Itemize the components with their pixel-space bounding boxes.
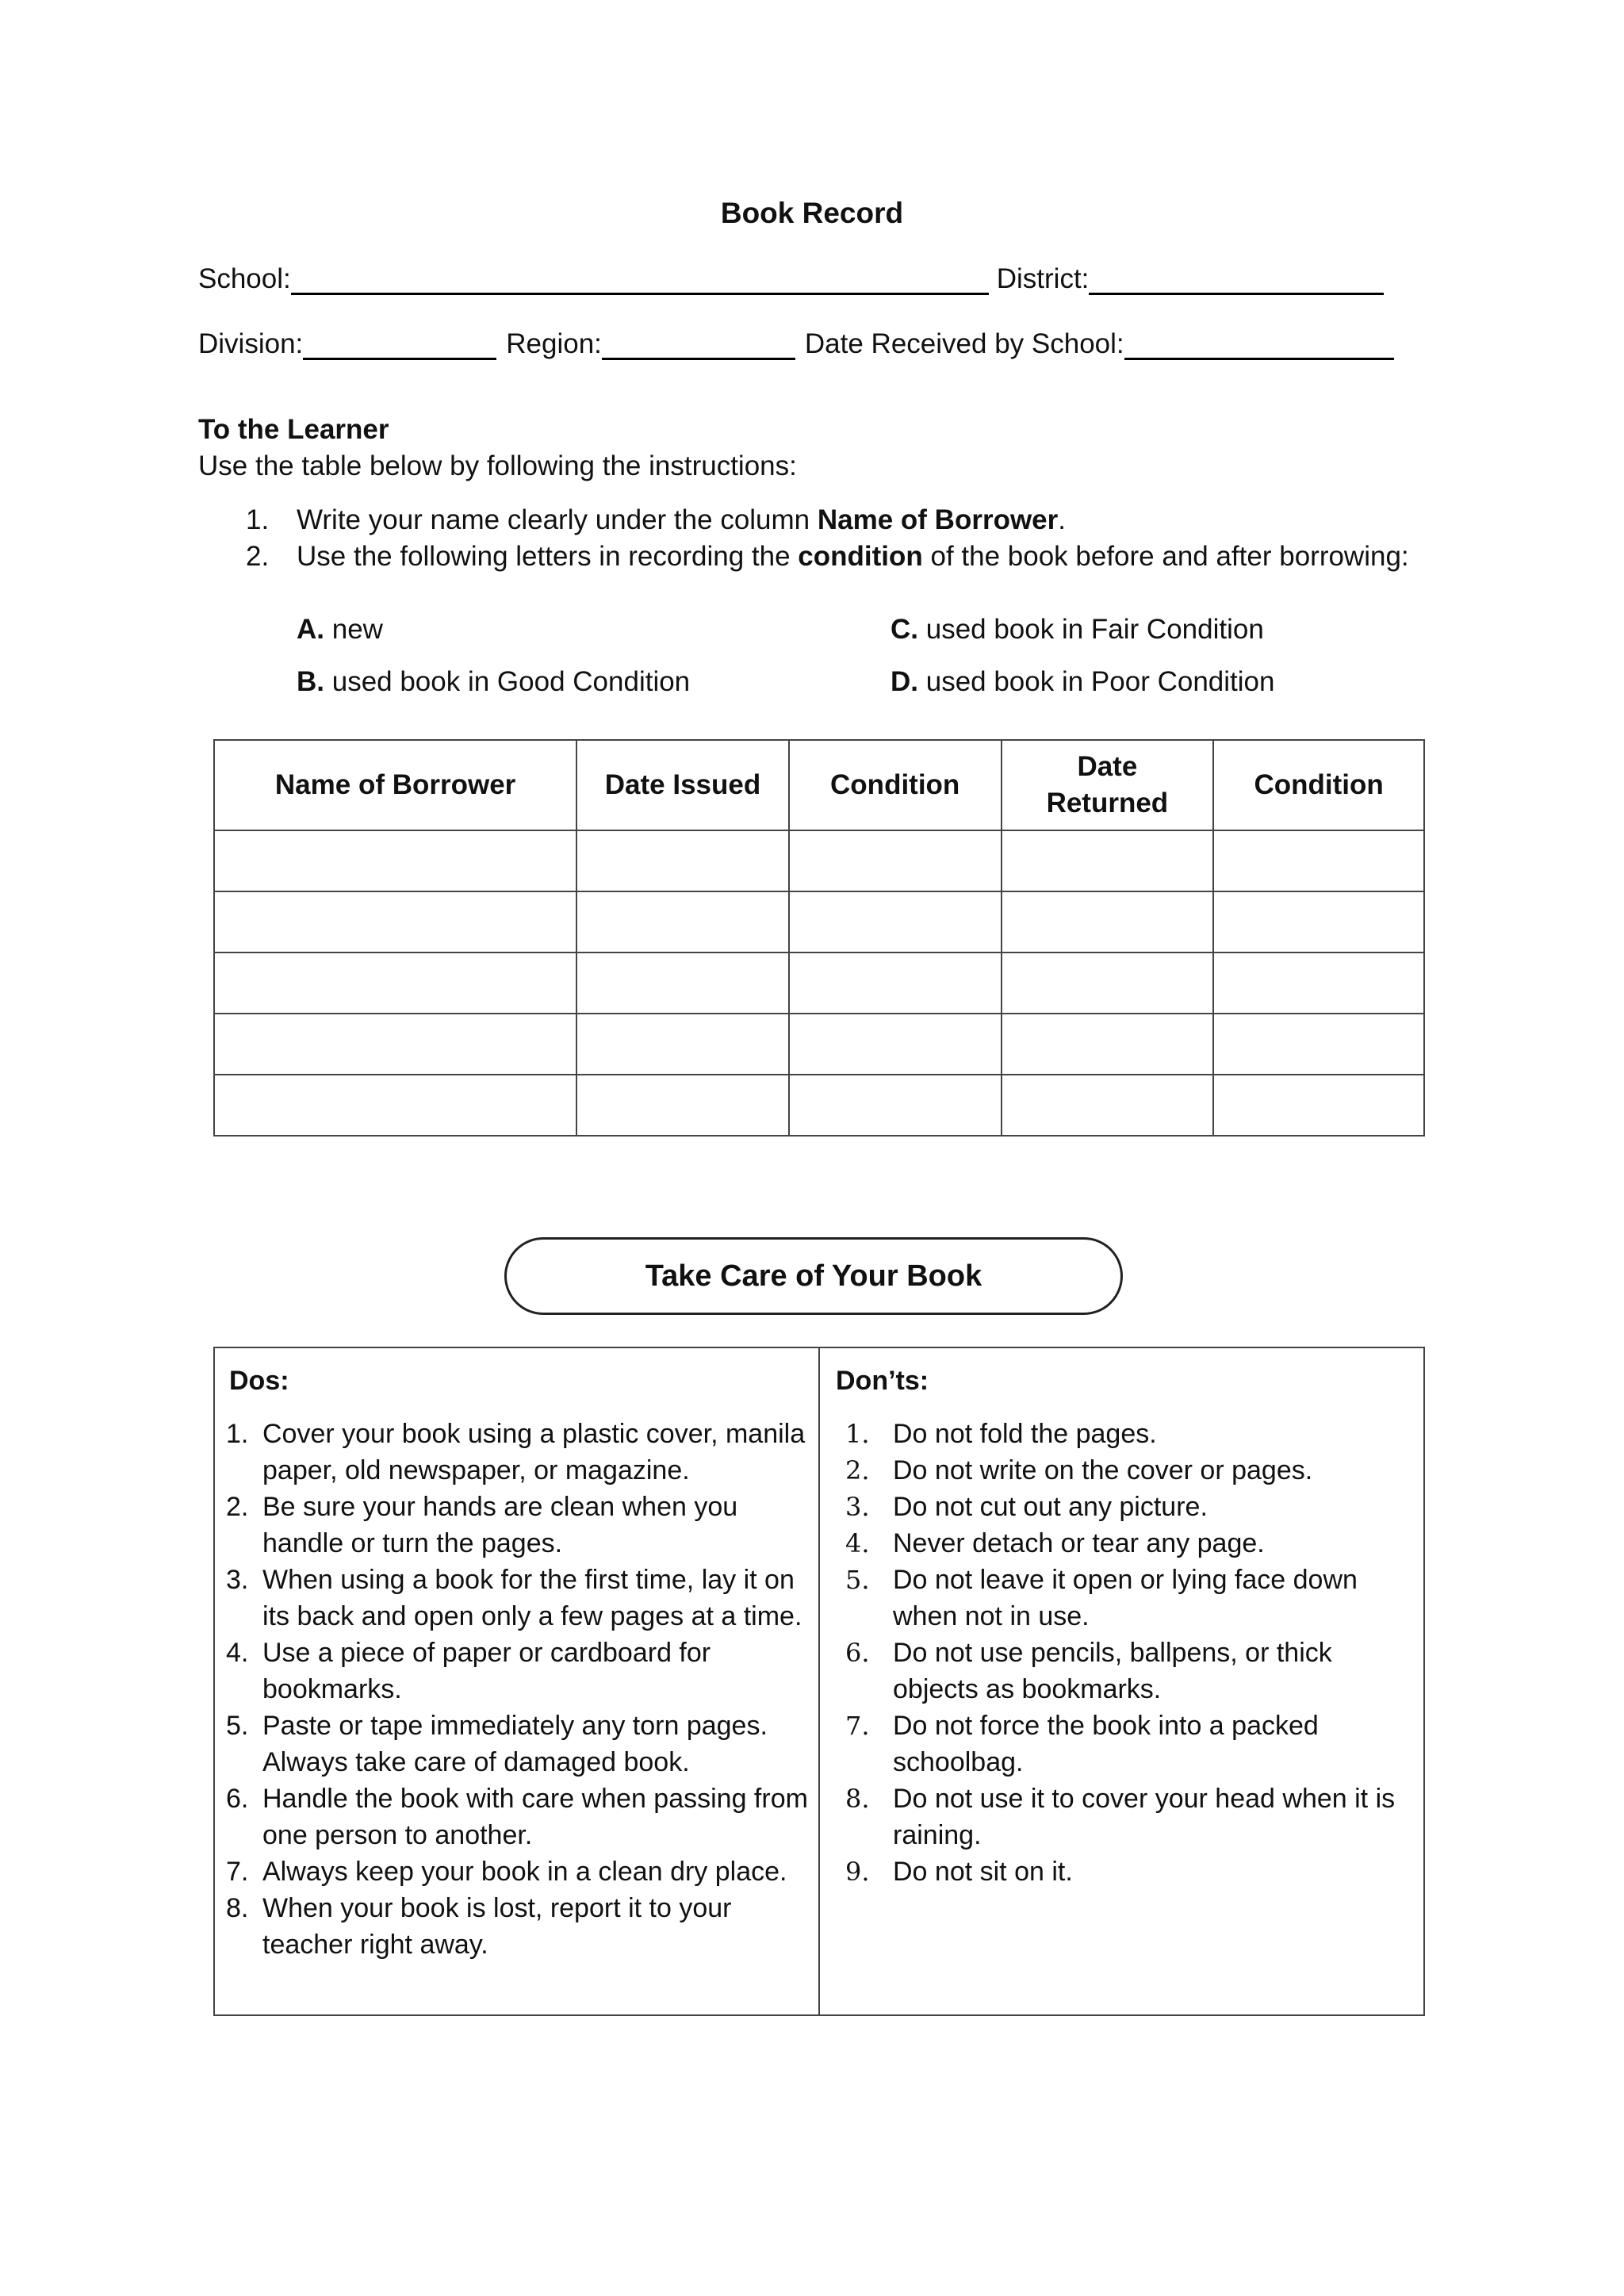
option-letter: B. bbox=[297, 666, 324, 697]
header-date-returned bbox=[1002, 740, 1214, 830]
table-cell[interactable] bbox=[214, 830, 576, 891]
list-text: Do not sit on it. bbox=[893, 1857, 1073, 1887]
instruction-1 bbox=[246, 504, 1066, 536]
table-cell[interactable] bbox=[576, 891, 789, 953]
header-condition-before: Condition bbox=[789, 740, 1002, 830]
book-record-table bbox=[213, 739, 1425, 1137]
learner-intro: Use the table below by following the instructions: bbox=[198, 450, 797, 481]
division-region-date-line bbox=[198, 328, 1394, 360]
list-number: 6. bbox=[226, 1784, 249, 1814]
option-text: used book in Good Condition bbox=[324, 666, 691, 697]
take-care-title: Take Care of Your Book bbox=[504, 1237, 1123, 1315]
care-rules-box bbox=[213, 1347, 1425, 2016]
to-the-learner-heading: To the Learner bbox=[198, 414, 389, 445]
list-text: Cover your book using a plastic cover, manila paper, old newspaper, or magazine. bbox=[262, 1419, 806, 1485]
table-cell[interactable] bbox=[214, 953, 576, 1014]
table-cell[interactable] bbox=[1213, 1075, 1424, 1136]
list-text: Use a piece of paper or cardboard for bookmarks. bbox=[262, 1638, 711, 1704]
list-item bbox=[226, 1853, 813, 1890]
table-cell[interactable] bbox=[789, 953, 1002, 1014]
header-condition-after: Condition bbox=[1213, 740, 1424, 830]
table-header-row bbox=[214, 740, 1424, 830]
list-text: Do not use it to cover your head when it is raining. bbox=[893, 1784, 1396, 1850]
division-blank[interactable] bbox=[303, 329, 496, 360]
table-cell[interactable] bbox=[214, 1075, 576, 1136]
list-number: 9. bbox=[845, 1857, 870, 1887]
option-letter: C. bbox=[891, 614, 918, 645]
table-cell[interactable] bbox=[576, 1075, 789, 1136]
list-number: 3. bbox=[845, 1492, 870, 1522]
dos-list bbox=[226, 1416, 813, 1963]
table-cell[interactable] bbox=[1002, 1014, 1214, 1075]
donts-list bbox=[845, 1416, 1416, 1890]
list-item bbox=[845, 1416, 1416, 1452]
list-text: Do not write on the cover or pages. bbox=[893, 1455, 1313, 1485]
option-text: used book in Poor Condition bbox=[918, 666, 1275, 697]
table-cell[interactable] bbox=[789, 1075, 1002, 1136]
list-number: 4. bbox=[226, 1638, 249, 1668]
list-text: Do not use pencils, ballpens, or thick objects as bookmarks. bbox=[893, 1638, 1332, 1704]
region-blank[interactable] bbox=[602, 329, 795, 360]
table-cell[interactable] bbox=[214, 1014, 576, 1075]
list-number: 5. bbox=[845, 1565, 870, 1595]
school-label: School: bbox=[198, 263, 291, 294]
table-cell[interactable] bbox=[1213, 830, 1424, 891]
option-letter: A. bbox=[297, 614, 324, 645]
list-text: Be sure your hands are clean when you handle or turn the pages. bbox=[262, 1492, 738, 1558]
header-date-issued: Date Issued bbox=[576, 740, 789, 830]
header-name-of-borrower: Name of Borrower bbox=[214, 740, 576, 830]
table-row bbox=[214, 891, 1424, 953]
list-text: When using a book for the first time, lay it on its back and open only a few pages at a time. bbox=[262, 1565, 802, 1631]
list-item bbox=[226, 1562, 813, 1635]
division-label: Division: bbox=[198, 328, 304, 359]
table-row bbox=[214, 953, 1424, 1014]
list-text: Do not cut out any picture. bbox=[893, 1492, 1208, 1522]
list-text: Do not fold the pages. bbox=[893, 1419, 1157, 1449]
instruction-bold: Name of Borrower bbox=[817, 504, 1059, 535]
table-cell[interactable] bbox=[1002, 1075, 1214, 1136]
table-cell[interactable] bbox=[1002, 830, 1214, 891]
table-cell[interactable] bbox=[1002, 891, 1214, 953]
school-district-line bbox=[198, 263, 1384, 295]
table-cell[interactable] bbox=[789, 1014, 1002, 1075]
table-cell[interactable] bbox=[1213, 1014, 1424, 1075]
list-number: 6. bbox=[845, 1638, 870, 1668]
list-item bbox=[845, 1489, 1416, 1525]
instruction-text: Use the following letters in recording the bbox=[297, 541, 799, 572]
list-text: Always keep your book in a clean dry place. bbox=[262, 1857, 787, 1887]
region-label: Region: bbox=[506, 328, 602, 359]
list-item bbox=[845, 1452, 1416, 1489]
table-cell[interactable] bbox=[576, 953, 789, 1014]
list-number: 8. bbox=[845, 1784, 870, 1814]
school-blank[interactable] bbox=[291, 264, 989, 295]
instruction-number: 1. bbox=[246, 504, 270, 535]
list-item bbox=[226, 1416, 813, 1489]
dos-column bbox=[215, 1348, 820, 2014]
date-received-blank[interactable] bbox=[1124, 329, 1394, 360]
table-row bbox=[214, 1014, 1424, 1075]
table-cell[interactable] bbox=[1002, 953, 1214, 1014]
list-number: 3. bbox=[226, 1565, 249, 1595]
table-cell[interactable] bbox=[1213, 891, 1424, 953]
donts-heading: Don’ts: bbox=[836, 1366, 929, 1396]
table-cell[interactable] bbox=[789, 891, 1002, 953]
option-a bbox=[297, 614, 383, 646]
table-cell[interactable] bbox=[576, 1014, 789, 1075]
list-number: 1. bbox=[845, 1419, 870, 1449]
instruction-2 bbox=[246, 541, 1409, 573]
list-text: Handle the book with care when passing from one person to another. bbox=[262, 1784, 808, 1850]
table-cell[interactable] bbox=[1213, 953, 1424, 1014]
district-blank[interactable] bbox=[1089, 264, 1384, 295]
table-row bbox=[214, 830, 1424, 891]
list-number: 7. bbox=[226, 1857, 249, 1887]
instruction-bold: condition bbox=[798, 541, 923, 572]
list-text: Paste or tape immediately any torn pages. Always take care of damaged book. bbox=[262, 1711, 768, 1777]
list-item bbox=[845, 1562, 1416, 1635]
instruction-text: Write your name clearly under the column bbox=[297, 504, 818, 535]
list-number: 2. bbox=[226, 1492, 249, 1522]
list-text: Never detach or tear any page. bbox=[893, 1528, 1265, 1558]
donts-column bbox=[820, 1348, 1423, 2014]
list-item bbox=[226, 1780, 813, 1853]
table-row bbox=[214, 1075, 1424, 1136]
list-item bbox=[226, 1708, 813, 1780]
page-title: Book Record bbox=[720, 197, 904, 229]
table-cell[interactable] bbox=[789, 830, 1002, 891]
list-number: 8. bbox=[226, 1893, 249, 1923]
option-text: new bbox=[324, 614, 383, 645]
table-cell[interactable] bbox=[576, 830, 789, 891]
list-item bbox=[845, 1708, 1416, 1780]
list-text: Do not leave it open or lying face down when not in use. bbox=[893, 1565, 1358, 1631]
list-item bbox=[845, 1525, 1416, 1562]
option-c bbox=[891, 614, 1264, 646]
list-text: Do not force the book into a packed schoolbag. bbox=[893, 1711, 1319, 1777]
list-item bbox=[226, 1489, 813, 1562]
date-received-label: Date Received by School: bbox=[804, 328, 1124, 359]
list-item bbox=[845, 1853, 1416, 1890]
instruction-text-end: . bbox=[1058, 504, 1067, 535]
district-label: District: bbox=[996, 263, 1090, 294]
list-number: 7. bbox=[845, 1711, 870, 1741]
header-date-returned-line1: Date bbox=[1077, 751, 1138, 782]
table-cell[interactable] bbox=[214, 891, 576, 953]
list-item bbox=[845, 1635, 1416, 1708]
list-item bbox=[226, 1635, 813, 1708]
instruction-text-end: of the book before and after borrowing: bbox=[922, 541, 1409, 572]
header-date-returned-line2: Returned bbox=[1046, 788, 1169, 818]
list-number: 5. bbox=[226, 1711, 249, 1741]
dos-heading: Dos: bbox=[229, 1366, 289, 1396]
list-number: 1. bbox=[226, 1419, 249, 1449]
list-item bbox=[226, 1890, 813, 1963]
option-b bbox=[297, 666, 690, 698]
option-letter: D. bbox=[891, 666, 918, 697]
option-d bbox=[891, 666, 1274, 698]
list-number: 2. bbox=[845, 1455, 870, 1485]
list-number: 4. bbox=[845, 1528, 870, 1558]
instruction-number: 2. bbox=[246, 541, 270, 572]
list-text: When your book is lost, report it to your teacher right away. bbox=[262, 1893, 732, 1960]
option-text: used book in Fair Condition bbox=[918, 614, 1264, 645]
list-item bbox=[845, 1780, 1416, 1853]
